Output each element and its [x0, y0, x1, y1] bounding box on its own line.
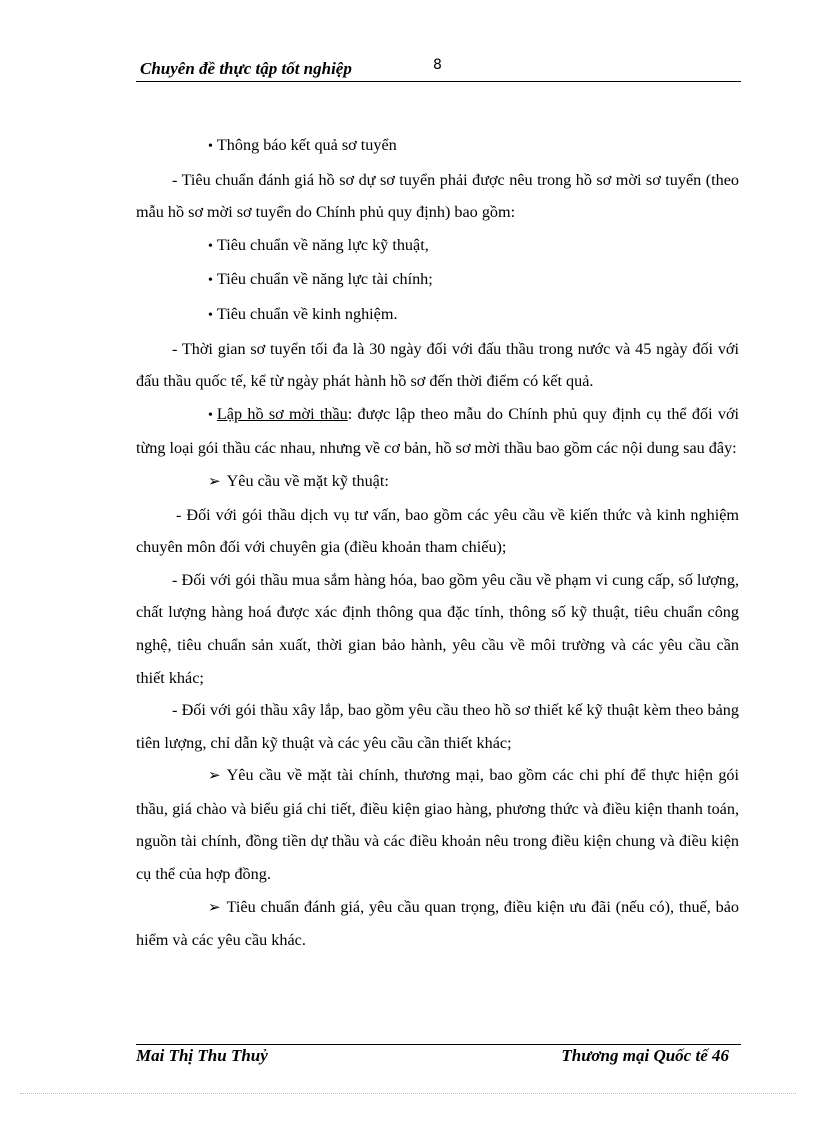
paragraph-text: Tiêu chuẩn về năng lực kỹ thuật, [216, 235, 429, 254]
paragraph [136, 759, 739, 890]
paragraph: - Tiêu chuẩn đánh giá hồ sơ dự sơ tuyển phải được nêu trong hồ sơ mời sơ tuyển (theo mẫu hồ sơ mời sơ tuyển do Chính phủ quy định) bao gồm: [136, 170, 739, 222]
page-header [136, 57, 741, 82]
arrow-bullet-icon: ➢ [208, 473, 221, 490]
arrow-bullet-icon: ➢ [208, 768, 221, 785]
paragraph-text: Tiêu chuẩn về năng lực tài chính; [216, 270, 433, 289]
paragraph-text: Yêu cầu về mặt tài chính, thương mại, bao gồm các chi phí để thực hiện gói thầu, giá chào và biểu giá chi tiết, điều kiện giao hàng, phương thức và điều kiện thanh toán, nguồn tài chính, đồng tiền dự thầu và các điều khoản nêu trong điều kiện chung và điều kiện cụ thể của hợp đồng. [136, 766, 739, 884]
body-text [136, 129, 739, 957]
paragraph-text: : được lập theo mẫu do Chính phủ quy định cụ thể đối với từng loại gói thầu các nhau, nhưng về cơ bản, hồ sơ mời thầu bao gồm các nội dung sau đây: [136, 404, 740, 458]
underlined-lead [172, 405, 348, 423]
paragraph [136, 229, 739, 264]
lead-text: Lập hồ sơ mời thầu [216, 404, 348, 423]
arrow-bullet-icon: ➢ [208, 899, 221, 916]
paragraph [136, 298, 739, 333]
bullet-dot-icon: • [208, 307, 213, 323]
paragraph: - Đối với gói thầu xây lắp, bao gồm yêu cầu theo hồ sơ thiết kế kỹ thuật kèm theo bảng tiên lượng, chỉ dẫn kỹ thuật và các yêu cầu cần thiết khác; [136, 701, 739, 752]
paragraph-text: Tiêu chuẩn về kinh nghiệm. [216, 304, 398, 323]
paragraph: - Thời gian sơ tuyển tối đa là 30 ngày đối với đấu thầu trong nước và 45 ngày đối với đấu thầu quốc tế, kể từ ngày phát hành hồ sơ đến thời điểm có kết quả. [136, 339, 739, 391]
header-page-number: 8 [433, 57, 442, 73]
header-title: Chuyên đề thực tập tốt nghiệp [140, 59, 352, 78]
paragraph [136, 398, 739, 465]
paragraph: - Đối với gói thầu dịch vụ tư vấn, bao gồm các yêu cầu về kiến thức và kinh nghiệm chuyên môn đối với chuyên gia (điều khoản tham chiếu); [136, 505, 739, 557]
paragraph [136, 263, 739, 298]
bullet-dot-icon: • [208, 273, 213, 289]
footer-author: Mai Thị Thu Thuỷ [136, 1046, 268, 1065]
paragraph-text: Tiêu chuẩn đánh giá, yêu cầu quan trọng, điều kiện ưu đãi (nếu có), thuế, bảo hiểm và các yêu cầu khác. [136, 897, 739, 950]
paragraph [136, 129, 739, 164]
paragraph-text: Thông báo kết quả sơ tuyển [216, 136, 397, 154]
bullet-dot-icon: • [208, 238, 213, 254]
page-edge-divider [20, 1093, 796, 1094]
bullet-dot-icon: • [208, 139, 213, 154]
footer-class: Thương mại Quốc tế 46 [561, 1046, 729, 1065]
paragraph [136, 465, 739, 499]
footer-divider [136, 1044, 741, 1045]
paragraph: - Đối với gói thầu mua sắm hàng hóa, bao gồm yêu cầu về phạm vi cung cấp, số lượng, chất lượng hàng hoá được xác định thông qua đặc tính, thông số kỹ thuật, tiêu chuẩn công nghệ, tiêu chuẩn sản xuất, thời gian bảo hành, yêu cầu về môi trường và các yêu cầu cần thiết khác; [136, 570, 739, 687]
paragraph [136, 891, 739, 957]
bullet-dot-icon: • [208, 407, 213, 423]
paragraph-text: Yêu cầu về mặt kỹ thuật: [226, 471, 389, 490]
